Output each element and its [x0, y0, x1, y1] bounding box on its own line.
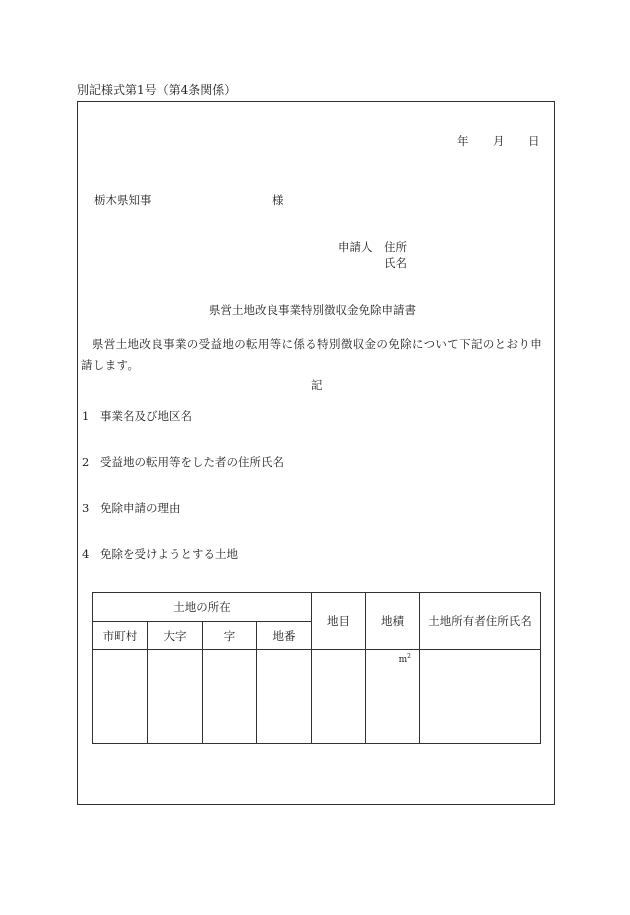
- location-header: 土地の所在: [93, 593, 312, 622]
- ki-heading: 記: [311, 378, 323, 392]
- area-unit: m: [398, 655, 408, 665]
- land-category-header: 地目: [312, 593, 366, 650]
- lot-number-cell[interactable]: [257, 650, 312, 744]
- addressee-honorific: 様: [272, 193, 284, 207]
- item-label: 免除を受けようとする土地: [100, 547, 238, 561]
- body-text: 県営土地改良事業の受益地の転用等に係る特別徴収金の免除について下記のとおり申請します。: [81, 337, 543, 372]
- form-label: 別記様式第1号（第4条関係）: [77, 83, 237, 97]
- aza-cell[interactable]: [203, 650, 257, 744]
- area-cell[interactable]: [366, 650, 420, 744]
- item-label: 受益地の転用等をした者の住所氏名: [100, 455, 284, 469]
- oaza-cell[interactable]: [148, 650, 203, 744]
- date-year-label: 年: [457, 134, 469, 148]
- aza-header: 字: [203, 622, 257, 650]
- municipality-cell[interactable]: [93, 650, 148, 744]
- area-header: 地積: [366, 593, 420, 650]
- owner-cell[interactable]: [420, 650, 541, 744]
- applicant-address-label: 住所: [384, 240, 407, 254]
- item-label: 免除申請の理由: [100, 501, 181, 515]
- date-day-label: 日: [528, 134, 540, 148]
- oaza-header: 大字: [148, 622, 203, 650]
- applicant-name-label: 氏名: [384, 256, 407, 270]
- document-title: 県営土地改良事業特別徴収金免除申請書: [209, 303, 416, 317]
- item-number: 2: [82, 455, 90, 469]
- land-category-cell[interactable]: [312, 650, 366, 744]
- item-label: 事業名及び地区名: [100, 409, 192, 423]
- addressee-name: 栃木県知事: [94, 193, 152, 207]
- municipality-header: 市町村: [93, 622, 148, 650]
- item-number: 1: [82, 409, 90, 423]
- land-table: [92, 592, 541, 744]
- applicant-label: 申請人: [338, 240, 373, 254]
- item-number: 4: [82, 547, 90, 561]
- lot-number-header: 地番: [257, 622, 312, 650]
- date-month-label: 月: [493, 134, 505, 148]
- owner-header: 土地所有者住所氏名: [420, 593, 541, 650]
- area-unit-exponent: 2: [407, 653, 411, 660]
- item-number: 3: [82, 501, 90, 515]
